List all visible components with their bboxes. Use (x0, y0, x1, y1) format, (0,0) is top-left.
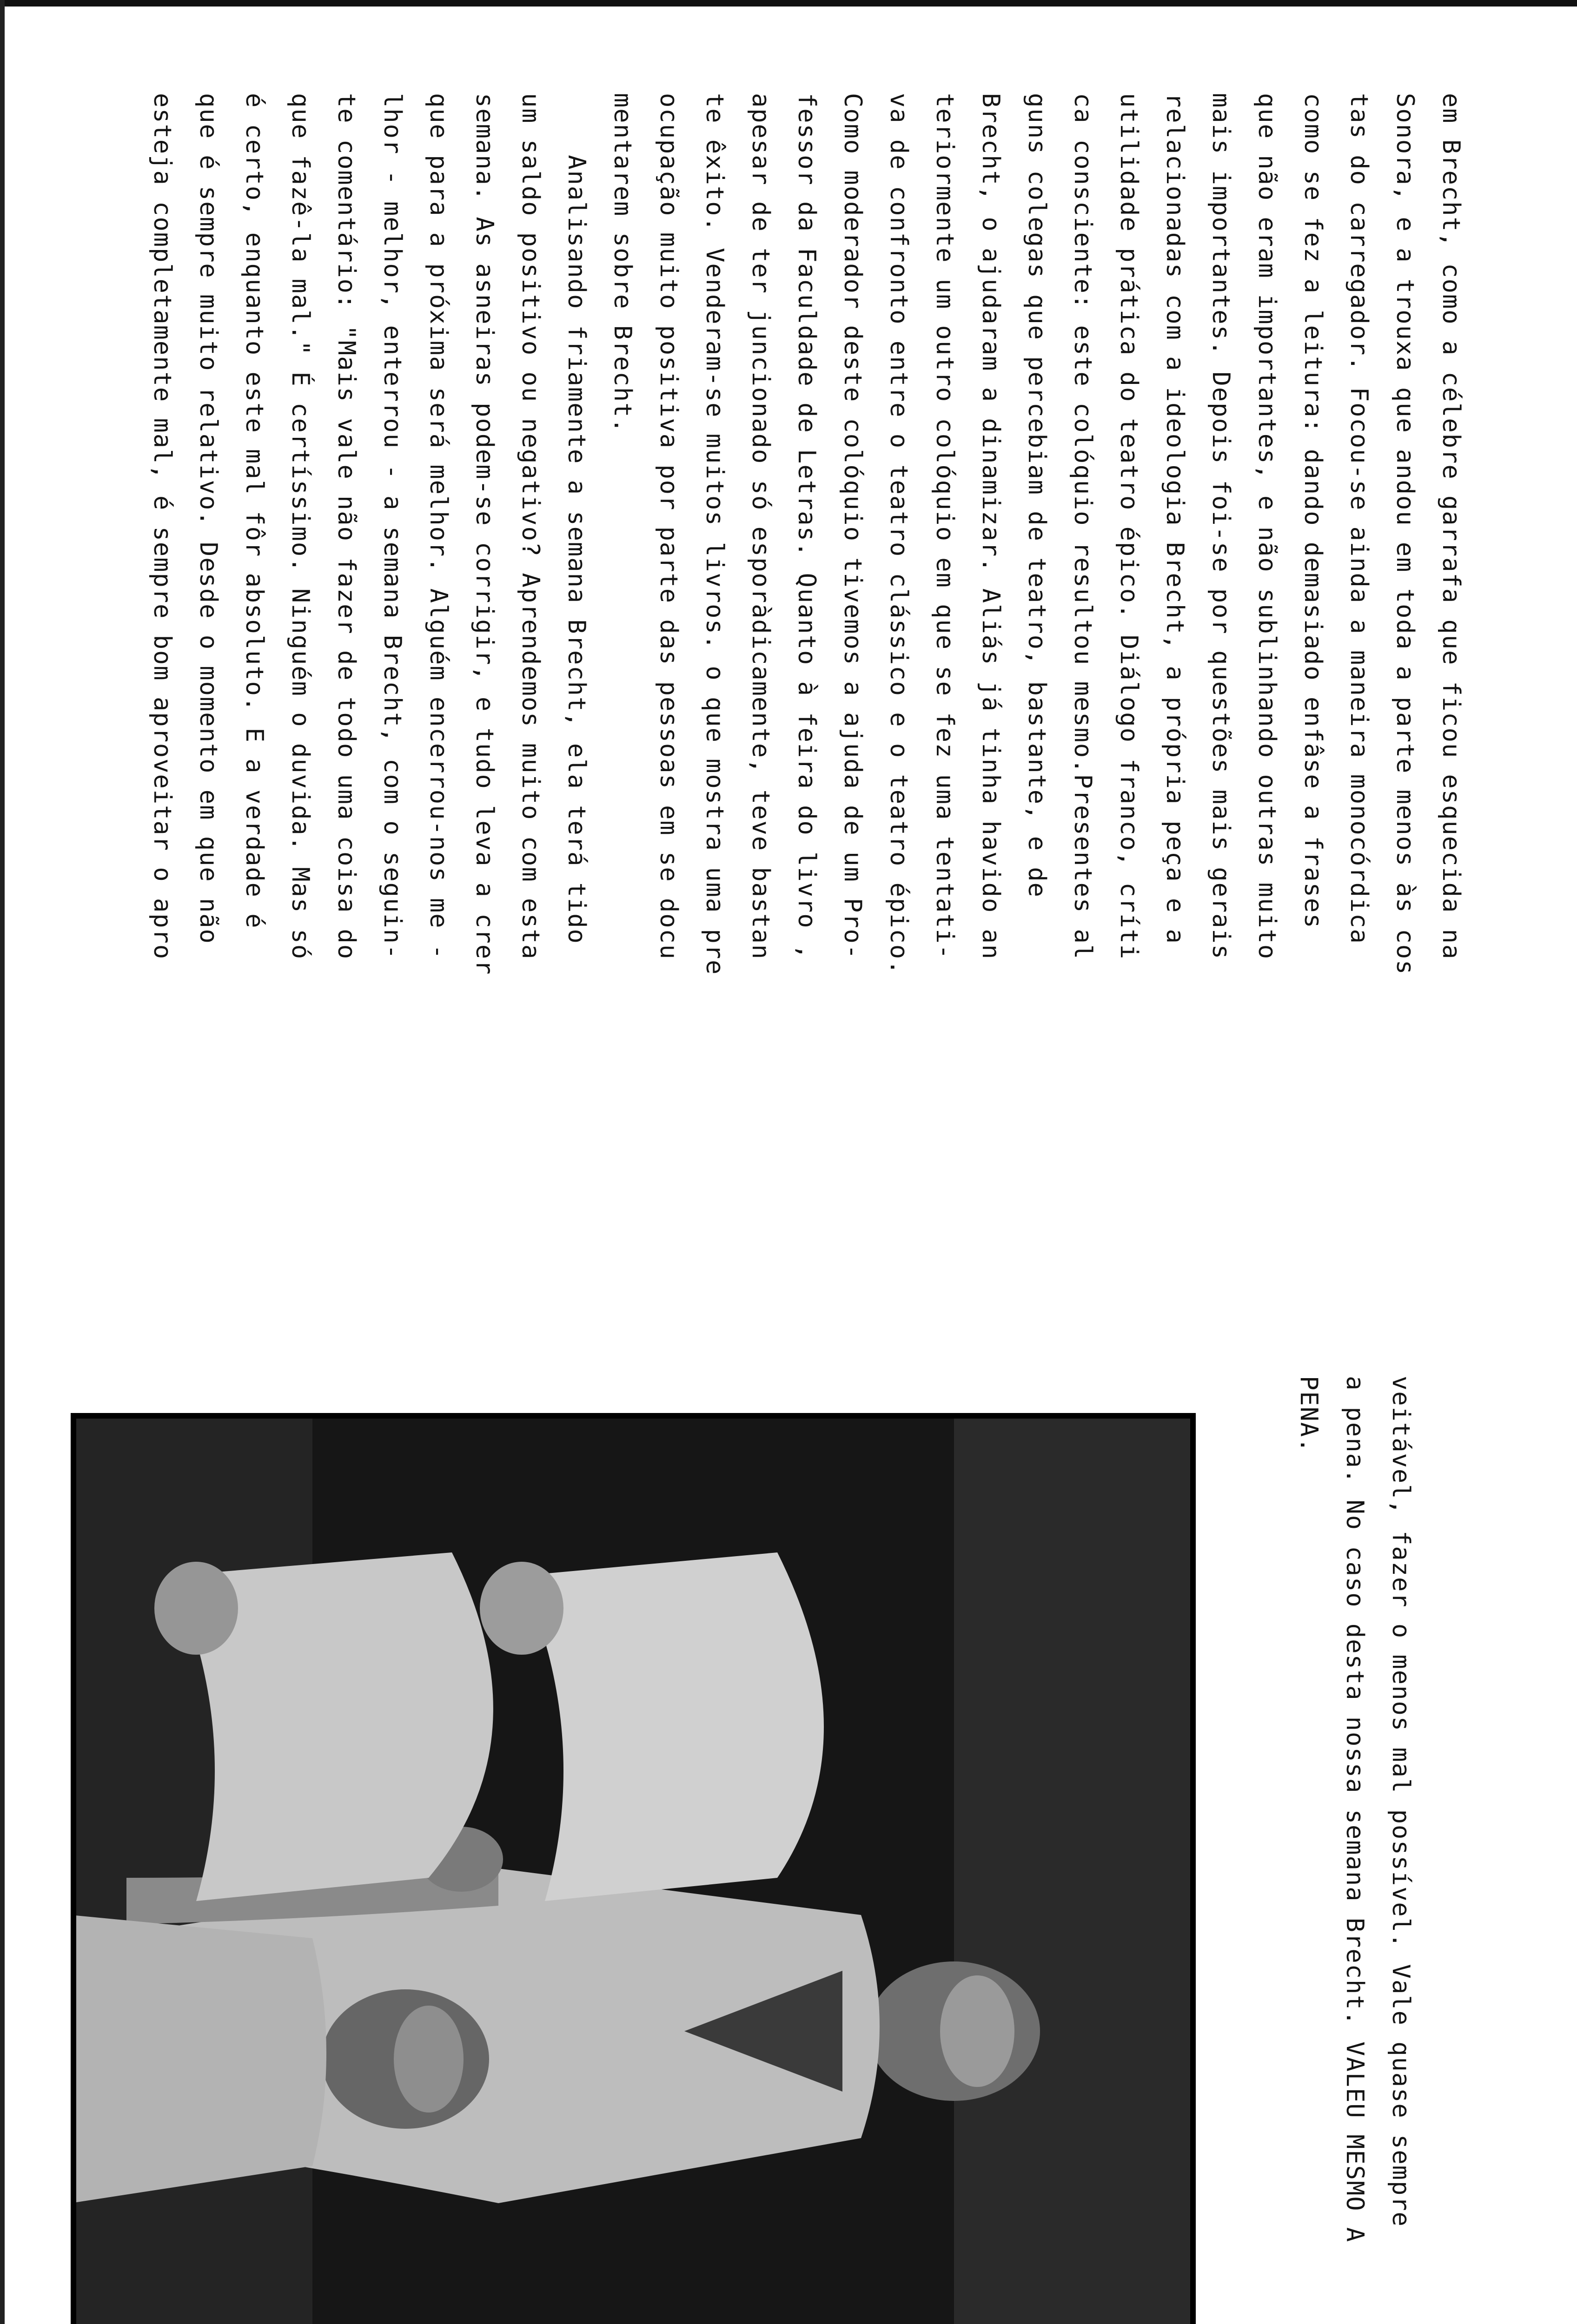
text-line: semana. As asneiras podem-se corrigir, e tudo leva a crer (470, 93, 498, 976)
text-line: Como moderador deste colóquio tivemos a ajuda de um Pro- (839, 93, 867, 960)
text-line: apesar de ter juncionado só esporàdicamente, teve bastan (747, 93, 775, 960)
text-line: utilidade prática do teatro épico. Diálogo franco, críti (1115, 93, 1143, 960)
article-right-column (1285, 1376, 1424, 2305)
text-line: Analisando friamente a semana Brecht, ela terá tido (563, 93, 590, 944)
text-line: PENA. (1295, 1376, 1323, 1453)
text-line: em Brecht, como a célebre garrafa que ficou esquecida na (1437, 93, 1465, 960)
text-line: é certo, enquanto este mal fôr absoluto. E a verdade é (240, 93, 268, 929)
text-line: ca consciente: este colóquio resultou mesmo.Presentes al (1069, 93, 1097, 960)
text-line: fessor da Faculdade de Letras. Quanto à feira do livro , (793, 93, 821, 960)
text-line: a pena. No caso desta nossa semana Brecht. VALEU MESMO A (1341, 1376, 1369, 2243)
text-line: guns colegas que percebiam de teatro, bastante, e de (1023, 93, 1051, 898)
text-line: um saldo positivo ou negativo? Aprendemos muito com esta (517, 93, 544, 960)
text-line: Sonora, e a trouxa que andou em toda a parte menos às cos (1391, 93, 1419, 976)
text-line: veitável, fazer o menos mal possível. Vale quase sempre (1387, 1376, 1415, 2227)
text-line: te êxito. Venderam-se muitos livros. o que mostra uma pre (701, 93, 729, 976)
text-line: te comentário: "Mais vale não fazer de todo uma coisa do (332, 93, 360, 960)
text-line: ocupação muito positiva por parte das pessoas em se docu (655, 93, 682, 960)
text-line: mentarem sobre Brecht. (609, 93, 636, 434)
text-line: va de confronto entre o teatro clássico e o teatro épico. (885, 93, 913, 976)
text-line: que para a próxima será melhor. Alguém encerrou-nos me - (424, 93, 452, 960)
text-line: Brecht, o ajudaram a dinamizar. Aliás já tinha havido an (977, 93, 1005, 960)
photo-image (71, 1413, 1196, 2324)
text-line: que fazê-la mal." É certíssimo. Ninguém o duvida. Mas só (286, 93, 314, 960)
text-line: que não eram importantes, e não sublinhando outras muito (1253, 93, 1281, 960)
text-line: esteja completamente mal, é sempre bom aproveitar o apro (148, 93, 176, 960)
text-line: teriormente um outro colóquio em que se fez uma tentati- (931, 93, 959, 960)
text-line: como se fez a leitura: dando demasiado enfâse a frases (1299, 93, 1327, 929)
text-line: mais importantes. Depois foi-se por questões mais gerais (1207, 93, 1235, 960)
text-line: relacionadas com a ideologia Brecht, a própria peça e a (1161, 93, 1189, 944)
article-left-column (139, 93, 1474, 1050)
text-line: lhor - melhor, enterrou - a semana Brecht, com o seguin- (378, 93, 406, 960)
text-line: que é sempre muito relativo. Desde o momento em que não (194, 93, 222, 944)
two-men-photo (71, 1413, 1196, 2324)
text-line: tas do carregador. Focou-se ainda a maneira monocórdica (1345, 93, 1373, 944)
